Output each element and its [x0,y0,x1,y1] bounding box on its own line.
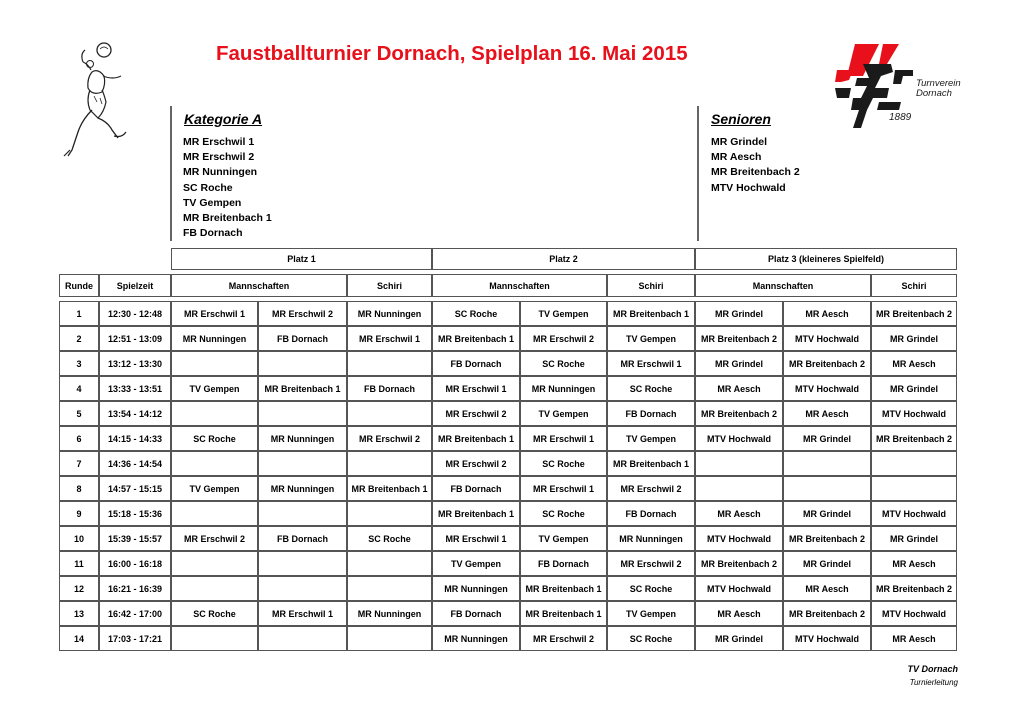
field-header-row [59,248,957,270]
field-3-team-b-cell: MR Grindel [783,501,871,526]
table-row [59,376,957,401]
field-3-referee-cell [871,476,957,501]
field-3-team-a-cell: MTV Hochwald [695,576,783,601]
time-cell: 16:42 - 17:00 [99,601,171,626]
field-1-team-a-cell [171,576,258,601]
time-cell: 17:03 - 17:21 [99,626,171,651]
field-2-team-a-cell: MR Erschwil 1 [432,376,520,401]
field-1-team-b-cell [258,551,347,576]
field-3-team-b-cell: MTV Hochwald [783,376,871,401]
table-row [59,301,957,326]
table-row [59,501,957,526]
round-cell: 5 [59,401,99,426]
field-1-referee-cell [347,351,432,376]
table-row [59,476,957,501]
club-logo [833,40,968,130]
field-2-team-b-cell: MR Erschwil 2 [520,626,607,651]
team-list-item: TV Gempen [183,196,242,209]
table-row [59,626,957,651]
field-3-team-a-cell: MR Aesch [695,601,783,626]
field-2-team-b-cell: SC Roche [520,351,607,376]
field-3-referee-cell: MTV Hochwald [871,401,957,426]
field-3-team-b-cell: MR Aesch [783,401,871,426]
field-1-referee-cell [347,451,432,476]
table-row [59,401,957,426]
field-2-team-b-cell: MR Breitenbach 1 [520,601,607,626]
field-1-team-b-cell: FB Dornach [258,526,347,551]
field-2-team-b-cell: SC Roche [520,501,607,526]
field-2-team-a-cell: MR Nunningen [432,576,520,601]
field-3-team-a-cell: MR Breitenbach 2 [695,326,783,351]
field-2-team-b-cell: MR Nunningen [520,376,607,401]
round-cell: 9 [59,501,99,526]
field-1-team-a-cell: MR Nunningen [171,326,258,351]
field-1-team-a-cell [171,351,258,376]
field-3-referee-header: Schiri [871,274,957,297]
field-2-referee-cell: MR Erschwil 2 [607,551,695,576]
field-3-team-a-cell: MR Grindel [695,351,783,376]
table-row [59,451,957,476]
time-cell: 12:51 - 13:09 [99,326,171,351]
logo-text-line1: Turnverein [916,78,961,89]
field-1-team-a-cell: MR Erschwil 1 [171,301,258,326]
logo-text-line2: Dornach [916,88,952,99]
round-cell: 1 [59,301,99,326]
field-2-referee-cell: SC Roche [607,376,695,401]
field-1-referee-cell: MR Erschwil 2 [347,426,432,451]
team-list-item: MR Nunningen [183,166,258,179]
team-list-item: MR Erschwil 2 [183,151,255,164]
round-cell: 3 [59,351,99,376]
field-2-team-b-cell: SC Roche [520,451,607,476]
category-a-title: Kategorie A [184,111,263,127]
field-1-team-b-cell: MR Nunningen [258,426,347,451]
footer-organization: TV Dornach [907,664,958,674]
round-cell: 12 [59,576,99,601]
field-2-team-a-cell: FB Dornach [432,476,520,501]
time-cell: 15:18 - 15:36 [99,501,171,526]
footer-role: Turnierleitung [909,678,958,687]
field-2-team-b-cell: MR Breitenbach 1 [520,576,607,601]
field-1-team-b-cell: MR Breitenbach 1 [258,376,347,401]
time-cell: 16:00 - 16:18 [99,551,171,576]
field-3-team-b-cell: MR Breitenbach 2 [783,526,871,551]
field-2-team-a-cell: MR Breitenbach 1 [432,326,520,351]
field-2-referee-cell: TV Gempen [607,326,695,351]
field-3-referee-cell: MR Breitenbach 2 [871,426,957,451]
field-1-team-a-cell: SC Roche [171,426,258,451]
field-1-referee-cell: MR Nunningen [347,301,432,326]
field-2-referee-cell: MR Erschwil 2 [607,476,695,501]
turnverein-logo-icon [833,40,968,130]
team-list-item: MTV Hochwald [711,181,786,194]
field-3-teams-header: Mannschaften [695,274,871,297]
header-blank [59,248,171,270]
field-3-team-b-cell: MR Breitenbach 2 [783,351,871,376]
field-3-team-a-cell: MR Breitenbach 2 [695,551,783,576]
round-cell: 6 [59,426,99,451]
senioren-title: Senioren [711,111,771,127]
team-list-item: FB Dornach [183,227,243,240]
field-1-referee-header: Schiri [347,274,432,297]
schedule-table [59,248,957,651]
table-row [59,551,957,576]
field-2-team-a-cell: MR Breitenbach 1 [432,501,520,526]
field-3-team-b-cell: MTV Hochwald [783,626,871,651]
field-1-team-a-cell: MR Erschwil 2 [171,526,258,551]
field-2-referee-cell: TV Gempen [607,426,695,451]
field-3-team-b-cell: MR Aesch [783,576,871,601]
field-3-referee-cell: MR Grindel [871,526,957,551]
field-3-team-b-cell: MR Aesch [783,301,871,326]
field-3-team-a-cell [695,476,783,501]
round-cell: 7 [59,451,99,476]
time-cell: 14:15 - 14:33 [99,426,171,451]
team-list-item: SC Roche [183,181,233,194]
field-1-team-b-cell [258,626,347,651]
field-3-team-a-cell [695,451,783,476]
round-cell: 14 [59,626,99,651]
field-2-referee-cell: SC Roche [607,576,695,601]
round-cell: 11 [59,551,99,576]
field-2-team-a-cell: MR Erschwil 2 [432,401,520,426]
field-1-team-a-cell [171,501,258,526]
field-2-referee-cell: SC Roche [607,626,695,651]
table-row [59,576,957,601]
field-2-team-a-cell: FB Dornach [432,601,520,626]
field-3-referee-cell: MR Aesch [871,551,957,576]
field-2-team-b-cell: TV Gempen [520,301,607,326]
field-2-teams-header: Mannschaften [432,274,607,297]
field-2-referee-cell: FB Dornach [607,501,695,526]
volleyball-player-illustration [56,40,134,158]
time-cell: 13:54 - 14:12 [99,401,171,426]
field-1-referee-cell: MR Breitenbach 1 [347,476,432,501]
field-3-referee-cell: MR Grindel [871,326,957,351]
field-1-referee-cell [347,551,432,576]
senioren-team-list [711,135,800,196]
field-1-team-a-cell [171,626,258,651]
field-2-team-a-cell: TV Gempen [432,551,520,576]
field-2-team-a-cell: MR Nunningen [432,626,520,651]
round-cell: 8 [59,476,99,501]
field-1-team-b-cell [258,576,347,601]
field-1-referee-cell: FB Dornach [347,376,432,401]
team-list-item: MR Breitenbach 2 [711,166,800,179]
field-1-team-a-cell: TV Gempen [171,476,258,501]
field-1-referee-cell [347,626,432,651]
field-2-referee-cell: TV Gempen [607,601,695,626]
field-3-team-a-cell: MR Aesch [695,501,783,526]
field-1-team-a-cell: TV Gempen [171,376,258,401]
field-2-team-b-cell: FB Dornach [520,551,607,576]
field-2-team-a-cell: MR Erschwil 2 [432,451,520,476]
category-a-divider [170,106,172,241]
time-cell: 13:12 - 13:30 [99,351,171,376]
field-3-referee-cell [871,451,957,476]
field-3-referee-cell: MR Aesch [871,351,957,376]
team-list-item: MR Breitenbach 1 [183,212,272,225]
field-1-referee-cell: MR Nunningen [347,601,432,626]
field-1-team-a-cell [171,401,258,426]
field-1-referee-cell [347,576,432,601]
field-1-teams-header: Mannschaften [171,274,347,297]
field-1-referee-cell [347,401,432,426]
field-3-referee-cell: MTV Hochwald [871,501,957,526]
table-row [59,426,957,451]
field-3-team-a-cell: MR Grindel [695,626,783,651]
field-1-team-b-cell [258,451,347,476]
field-3-team-b-cell [783,476,871,501]
field-1-team-a-cell: SC Roche [171,601,258,626]
field-3-team-a-cell: MR Grindel [695,301,783,326]
field-1-team-b-cell [258,501,347,526]
field-3-team-b-cell: MTV Hochwald [783,326,871,351]
field-3-referee-cell: MR Aesch [871,626,957,651]
field-2-referee-cell: MR Breitenbach 1 [607,451,695,476]
category-a-team-list [183,135,272,241]
field-3-referee-cell: MR Breitenbach 2 [871,301,957,326]
field-2-referee-header: Schiri [607,274,695,297]
time-cell: 14:57 - 15:15 [99,476,171,501]
field-1-team-b-cell: MR Nunningen [258,476,347,501]
round-cell: 10 [59,526,99,551]
field-3-team-b-cell: MR Breitenbach 2 [783,601,871,626]
field-2-team-b-cell: MR Erschwil 1 [520,426,607,451]
table-row [59,601,957,626]
field-1-team-b-cell: MR Erschwil 1 [258,601,347,626]
field-3-team-a-cell: MTV Hochwald [695,526,783,551]
column-header-row [59,274,957,297]
field-3-referee-cell: MR Breitenbach 2 [871,576,957,601]
logo-year: 1889 [889,112,912,123]
field-2-referee-cell: FB Dornach [607,401,695,426]
table-row [59,351,957,376]
field-1-referee-cell [347,501,432,526]
field-1-team-a-cell [171,451,258,476]
field-1-team-b-cell [258,401,347,426]
field-3-referee-cell: MTV Hochwald [871,601,957,626]
field-3-header: Platz 3 (kleineres Spielfeld) [695,248,957,270]
field-2-header: Platz 2 [432,248,695,270]
field-2-team-a-cell: FB Dornach [432,351,520,376]
field-2-team-b-cell: MR Erschwil 1 [520,476,607,501]
field-3-team-a-cell: MTV Hochwald [695,426,783,451]
field-2-team-a-cell: MR Erschwil 1 [432,526,520,551]
field-3-team-b-cell: MR Grindel [783,426,871,451]
time-cell: 12:30 - 12:48 [99,301,171,326]
team-list-item: MR Erschwil 1 [183,136,255,148]
field-1-team-a-cell [171,551,258,576]
time-header: Spielzeit [99,274,171,297]
time-cell: 16:21 - 16:39 [99,576,171,601]
field-2-team-a-cell: MR Breitenbach 1 [432,426,520,451]
field-3-team-b-cell: MR Grindel [783,551,871,576]
field-1-team-b-cell: FB Dornach [258,326,347,351]
field-1-header: Platz 1 [171,248,432,270]
team-list-item: MR Aesch [711,151,762,164]
round-cell: 13 [59,601,99,626]
field-2-referee-cell: MR Breitenbach 1 [607,301,695,326]
field-2-referee-cell: MR Erschwil 1 [607,351,695,376]
table-row [59,326,957,351]
field-1-referee-cell: SC Roche [347,526,432,551]
table-row [59,526,957,551]
round-cell: 2 [59,326,99,351]
field-2-team-a-cell: SC Roche [432,301,520,326]
round-cell: 4 [59,376,99,401]
field-2-team-b-cell: MR Erschwil 2 [520,326,607,351]
team-list-item: MR Grindel [711,136,768,148]
field-1-referee-cell: MR Erschwil 1 [347,326,432,351]
field-3-team-a-cell: MR Aesch [695,376,783,401]
field-1-team-b-cell [258,351,347,376]
field-2-team-b-cell: TV Gempen [520,526,607,551]
field-3-team-a-cell: MR Breitenbach 2 [695,401,783,426]
time-cell: 14:36 - 14:54 [99,451,171,476]
senioren-divider [697,106,699,241]
round-header: Runde [59,274,99,297]
page-title: Faustballturnier Dornach, Spielplan 16. Mai 2015 [216,42,688,65]
time-cell: 13:33 - 13:51 [99,376,171,401]
field-2-team-b-cell: TV Gempen [520,401,607,426]
field-2-referee-cell: MR Nunningen [607,526,695,551]
field-1-team-b-cell: MR Erschwil 2 [258,301,347,326]
time-cell: 15:39 - 15:57 [99,526,171,551]
field-3-referee-cell: MR Grindel [871,376,957,401]
field-3-team-b-cell [783,451,871,476]
